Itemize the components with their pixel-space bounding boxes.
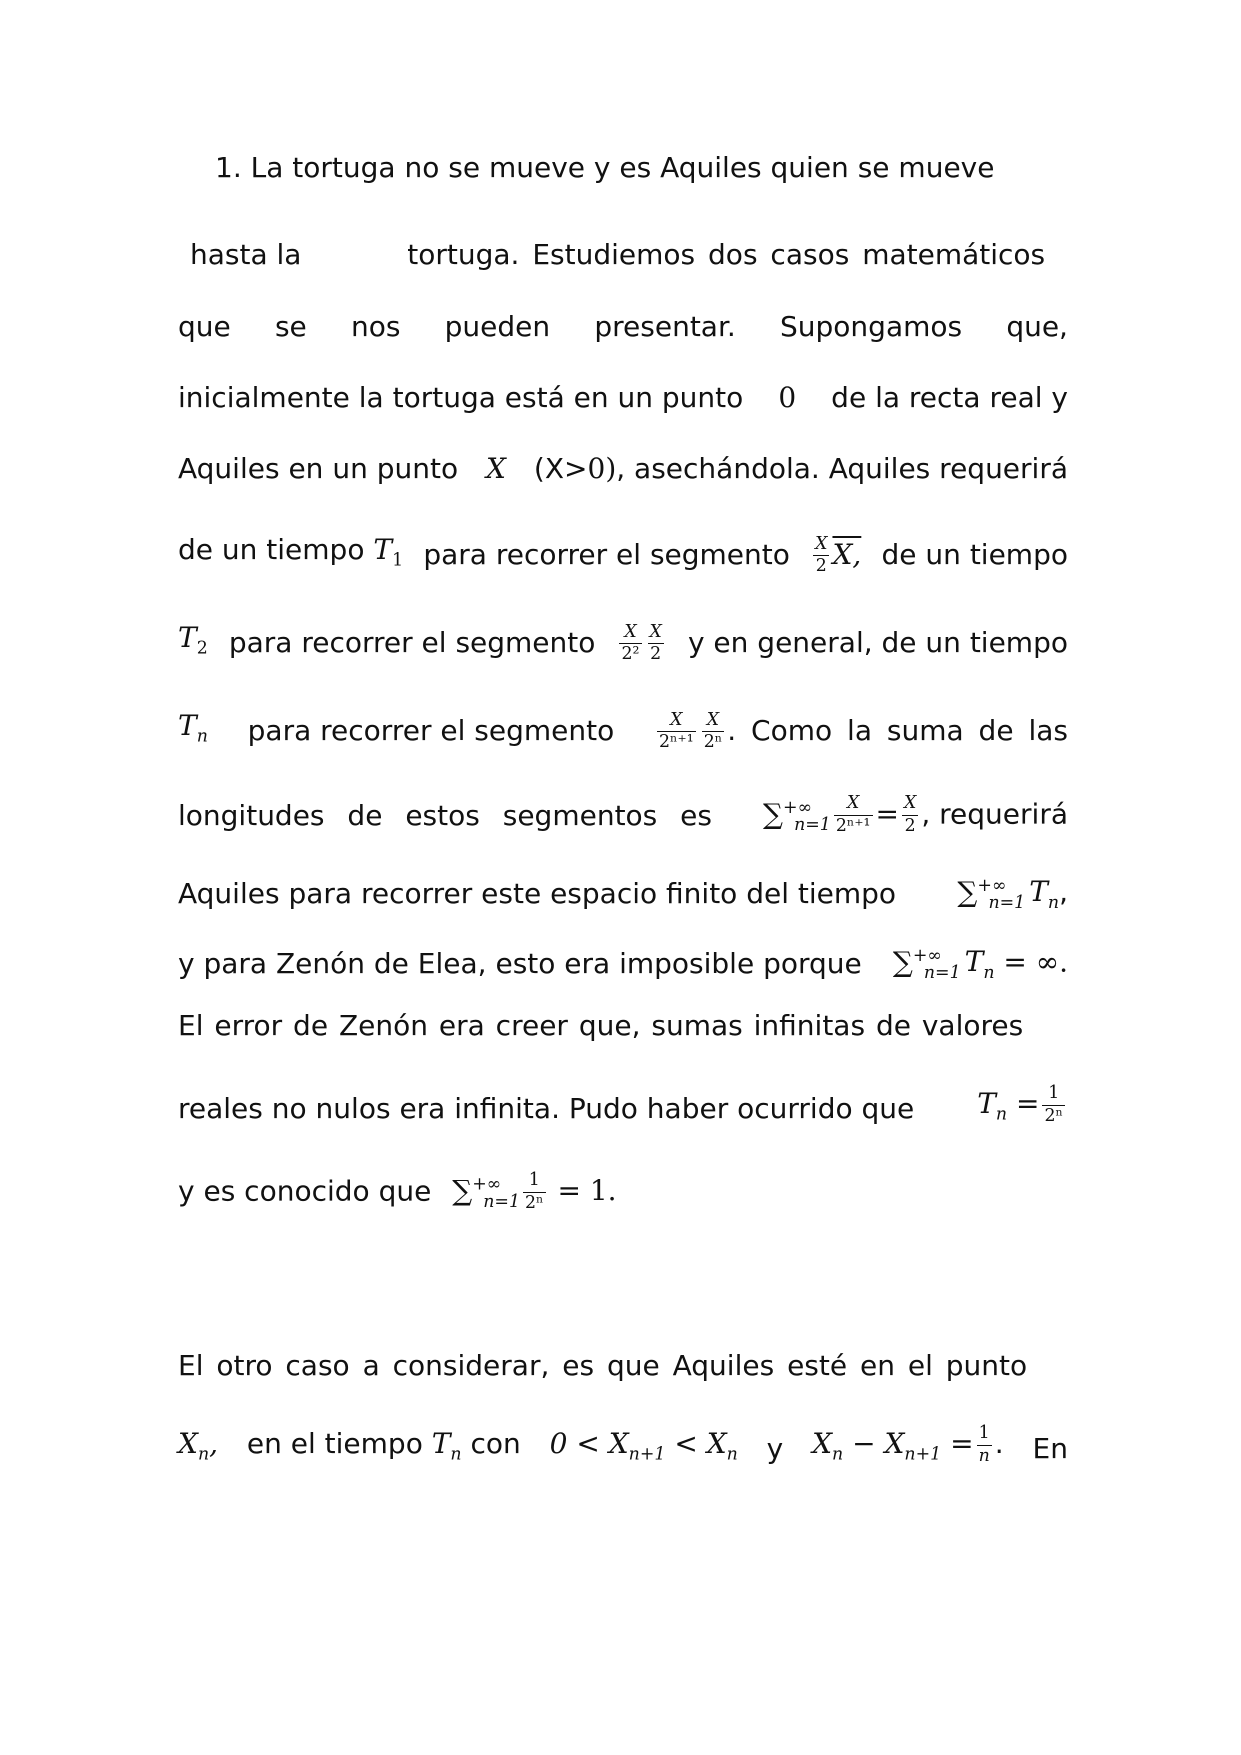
word: que [178, 310, 231, 343]
math-sum: $\sum^{+\infty}_{n=1}$ $T_n$, [957, 875, 1068, 913]
text-span: 1. La tortuga no se mueve y es Aquiles quien se mueve [215, 151, 995, 184]
text-line-12 [178, 1006, 1068, 1046]
text-span: para recorrer el segmento [228, 626, 596, 660]
text-line-4 [178, 378, 1068, 418]
math-segment: $\frac{X}{2}$ X, [815, 534, 862, 577]
text-span: Aquiles en un punto [178, 452, 459, 485]
text-line-8 [178, 706, 1068, 757]
text-span: En [1032, 1432, 1068, 1466]
math-sum: $\sum^{+\infty}_{n=1}$ $\frac{X}{\text{2ⁿ⁺¹}}$ = $\frac{X}{2}$ , requerirá [763, 793, 1068, 836]
text-line-11 [178, 936, 1068, 993]
text-span: en el tiempo $T_n$ con [246, 1427, 521, 1465]
word: pueden [444, 310, 551, 343]
word: nos [350, 310, 401, 343]
math-difference: $X_n - X_{n+1}$ = $\frac{1}{n}$ . [812, 1423, 1004, 1466]
text-span: hasta la [190, 238, 302, 271]
math-segment: $\frac{X}{\text{2²}}$ $\frac{X}{2}$ [621, 622, 662, 665]
text-span: longitudes de estos segmentos es [178, 799, 712, 833]
text-line-7 [178, 618, 1068, 669]
text-span: El error de Zenón era creer que, sumas infinitas de valores [178, 1009, 1024, 1042]
text-span: (X>0), asechándola. Aquiles requerirá [533, 452, 1068, 485]
math-zero: 0 [778, 381, 797, 414]
text-span: y para Zenón de Elea, esto era imposible porque [178, 947, 862, 981]
text-line-14 [178, 1165, 1068, 1222]
word: Supongamos [780, 310, 963, 343]
text-line-10 [178, 866, 1068, 923]
text-span: de un tiempo $T_1$ [178, 533, 404, 571]
text-span: y [766, 1432, 784, 1466]
text-span: para recorrer el segmento [247, 714, 615, 748]
text-line-3 [178, 307, 1068, 347]
text-line-5 [178, 449, 1068, 489]
math-Xn: $X_n$, [178, 1427, 219, 1465]
text-line-1 [215, 148, 1068, 188]
text-line-2 [178, 235, 1068, 275]
text-span: para recorrer el segmento [423, 538, 790, 572]
word: que, [1006, 310, 1068, 343]
math-sum: $\sum^{+\infty}_{n=1}$ $\frac{1}{\text{2ⁿ}}$ = 1. [452, 1170, 617, 1213]
word: se [274, 310, 307, 343]
text-span: y en general, de un tiempo [687, 626, 1068, 660]
word: presentar. [594, 310, 736, 343]
text-span: reales no nulos era infinita. Pudo haber ocurrido que [178, 1092, 915, 1126]
text-span: de un tiempo [881, 538, 1068, 572]
math-sum: $\sum^{+\infty}_{n=1}$ $T_n$ = ∞. [892, 945, 1068, 983]
math-T2: $T_2$ [178, 621, 208, 659]
math-inequality: $0 < X_{n+1} < X_n$ [549, 1427, 738, 1465]
math-Tn-eq: $T_n$ = $\frac{1}{\text{2ⁿ}}$ [977, 1083, 1063, 1126]
math-segment: $\frac{X}{\text{2ⁿ⁺¹}}$ $\frac{X}{\text{2ⁿ}}$ . Como la suma de las [659, 710, 1068, 753]
text-line-15 [178, 1346, 1068, 1386]
text-span: de la recta real y [831, 381, 1068, 414]
text-span: tortuga. Estudiemos dos casos matemáticos [407, 238, 1046, 271]
text-line-6 [178, 530, 1068, 581]
text-span: inicialmente la tortuga está en un punto [178, 381, 744, 414]
text-line-16 [178, 1424, 1068, 1475]
math-X: X [486, 452, 506, 485]
text-span: El otro caso a considerar, es que Aquiles esté en el punto [178, 1349, 1028, 1382]
text-span: y es conocido que [178, 1174, 432, 1208]
text-span: Aquiles para recorrer este espacio finito del tiempo [178, 877, 897, 911]
math-Tn: $T_n$ [178, 709, 208, 747]
text-line-9 [178, 788, 1068, 845]
text-line-13 [178, 1084, 1068, 1135]
